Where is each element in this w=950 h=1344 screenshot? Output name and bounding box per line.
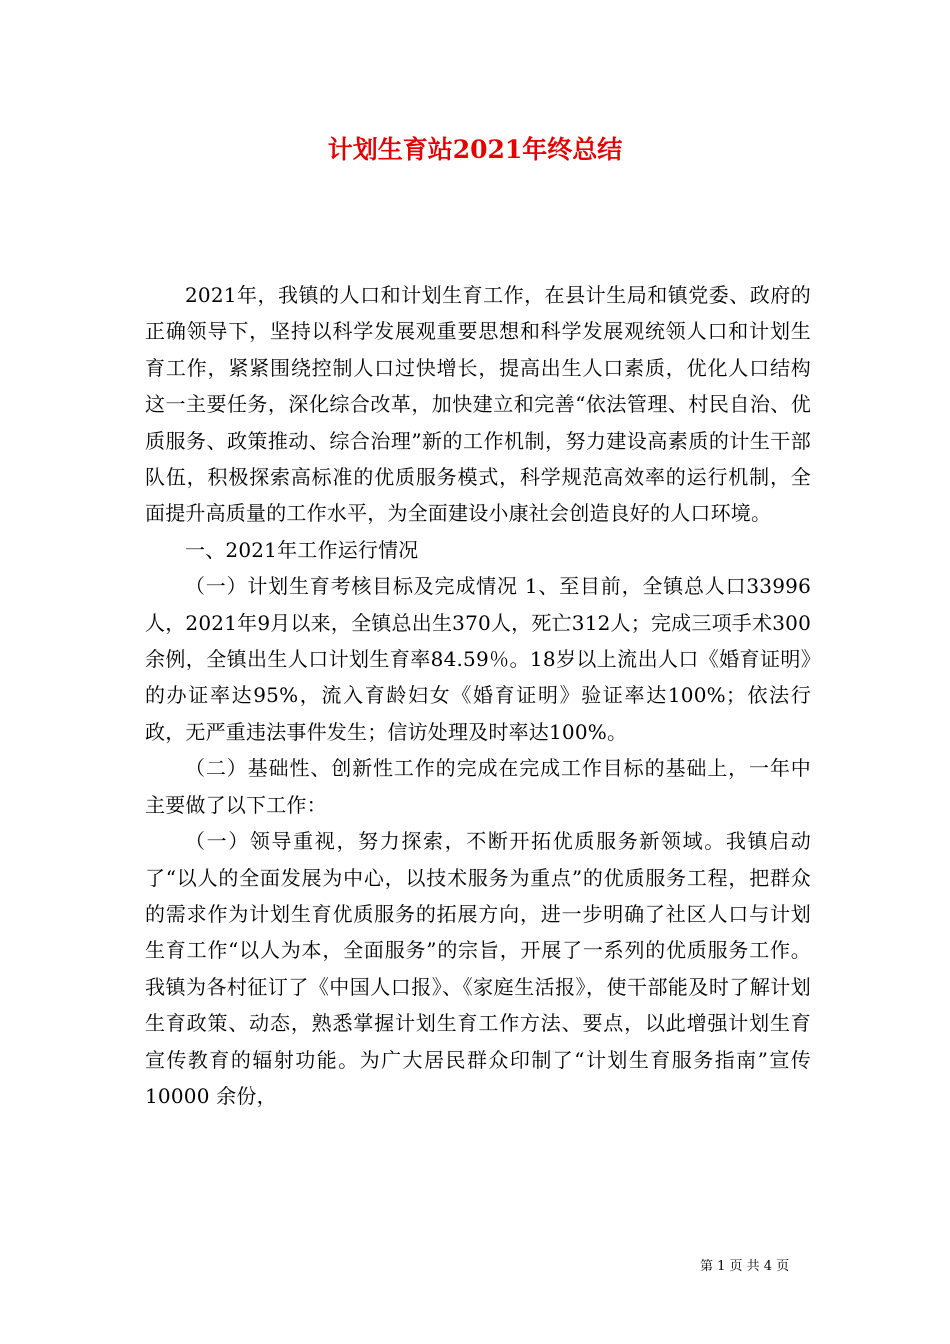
page-number: 第 1 页 共 4 页 [700, 1259, 790, 1274]
paragraph-intro: 2021年，我镇的人口和计划生育工作，在县计生局和镇党委、政府的正确领导下，坚持以科学发展观重要思想和科学发展观统领人口和计划生育工作，紧紧围绕控制人口过快增长，提高出生人口素质，优化人口结构这一主要任务，深化综合改革，加快建立和完善“依法管理、村民自治、优质服务、政策推动、综合治理”新的工作机制，努力建设高素质的计生干部队伍，积极探索高标准的优质服务模式，科学规范高效率的运行机制，全面提升高质量的工作水平，为全面建设小康社会创造良好的人口环境。 [145, 283, 811, 526]
paragraph-basic-work: （二）基础性、创新性工作的完成在完成工作目标的基础上，一年中主要做了以下工作： [145, 756, 811, 817]
section-heading-1: 一、2021年工作运行情况 [185, 537, 419, 562]
paragraph-leadership: （一）领导重视，努力探索，不断开拓优质服务新领域。我镇启动了“以人的全面发展为中心，以技术服务为重点”的优质服务工程，把群众的需求作为计划生育优质服务的拓展方向，进一步明确了社区人口与计划生育工作“以人为本，全面服务”的宗旨，开展了一系列的优质服务工作。我镇为各村征订了《中国人口报》、《家庭生活报》，使干部能及时了解计划生育政策、动态，熟悉掌握计划生育工作方法、要点，以此增强计划生育宣传教育的辐射功能。为广大居民群众印制了“计划生育服务指南”宣传 10000 余份， [145, 829, 811, 1108]
document-title: 计划生育站2021年终总结 [327, 135, 623, 164]
paragraph-targets: （一）计划生育考核目标及完成情况 1、至目前，全镇总人口33996人，2021年9月以来，全镇总出生370人，死亡312人；完成三项手术300余例，全镇出生人口计划生育率84.59％。18岁以上流出人口《婚育证明》的办证率达95%，流入育龄妇女《婚育证明》验证率达100%；依法行政，无严重违法事件发生；信访处理及时率达100%。 [145, 574, 811, 744]
document-body [145, 277, 811, 1114]
